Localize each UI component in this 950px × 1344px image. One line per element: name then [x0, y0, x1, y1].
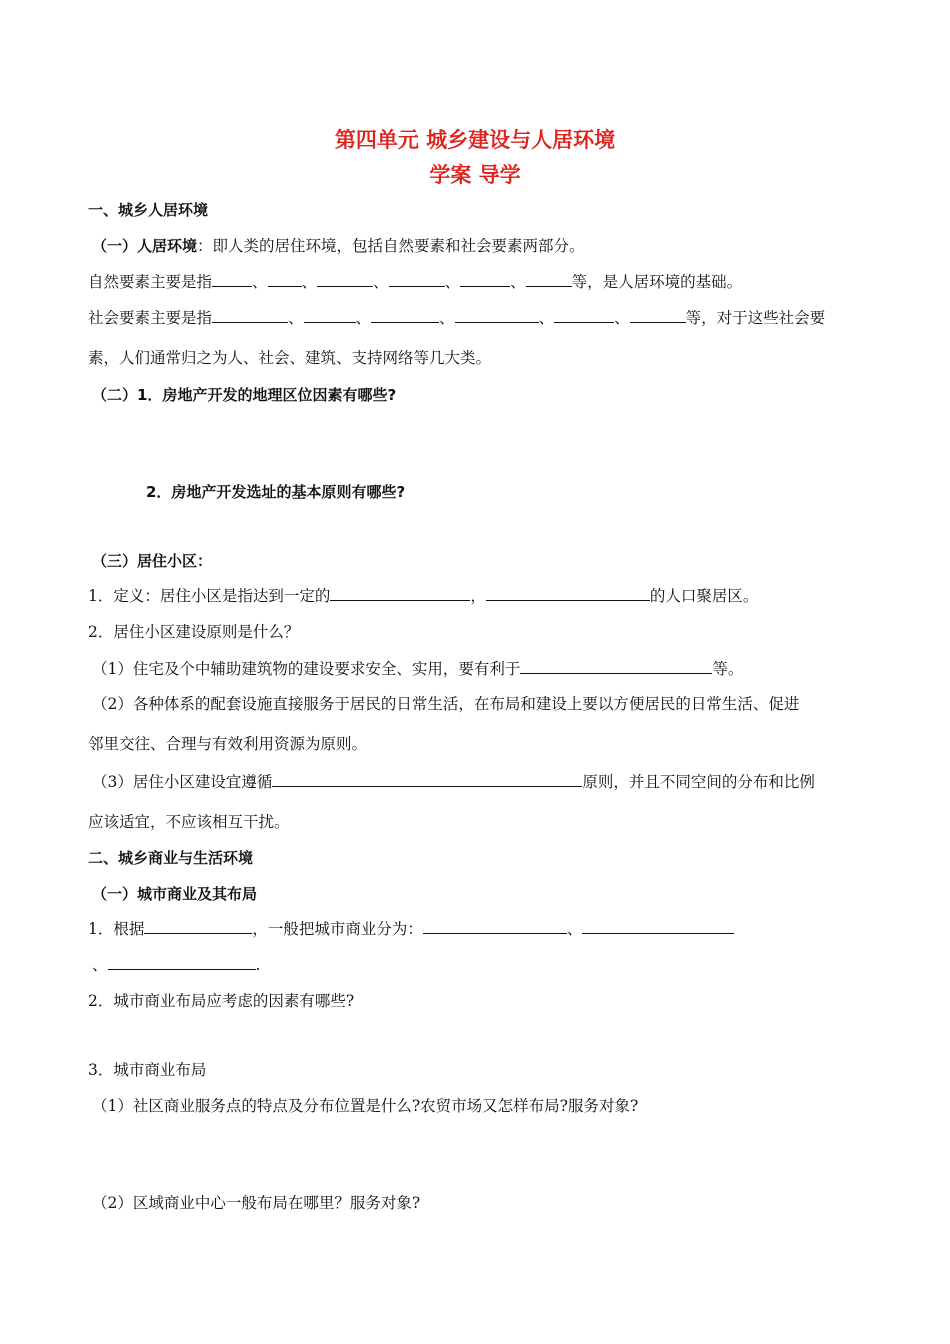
p1-suffix: 等。 — [712, 660, 744, 678]
principle-2-line1: （2）各种体系的配套设施直接服务于居民的日常生活，在布局和建设上要以方便居民的日常生活、促进 — [92, 695, 800, 713]
def-suffix: 的人口聚居区。 — [649, 587, 759, 605]
sep: 、 — [566, 920, 583, 938]
blank-def-1[interactable] — [330, 586, 470, 601]
sep: 、 — [510, 273, 526, 291]
principle-3-line2: 应该适宜，不应该相互干扰。 — [88, 813, 290, 831]
principle-2-line2: 邻里交往、合理与有效利用资源为原则。 — [88, 735, 368, 753]
page-title: 第四单元 城乡建设与人居环境 — [334, 128, 616, 152]
social-elements-cont: 素，人们通常归之为人、社会、建筑、支持网络等几大类。 — [88, 349, 492, 367]
blank-natural-6[interactable] — [526, 272, 572, 287]
page-subtitle: 学案 导学 — [429, 163, 521, 187]
question-location-factors: （二）1．房地产开发的地理区位因素有哪些? — [92, 386, 397, 404]
commerce-factors-question: 2．城市商业布局应考虑的因素有哪些? — [88, 992, 355, 1010]
blank-p1[interactable] — [520, 659, 712, 674]
section1-heading: 一、城乡人居环境 — [88, 201, 209, 219]
p3-prefix: （3）居住小区建设宜遵循 — [92, 773, 273, 791]
natural-suffix: 等，是人居环境的基础。 — [571, 273, 743, 291]
definition-label: （一）人居环境 — [92, 237, 198, 255]
c1-end: . — [255, 956, 261, 974]
sep: 、 — [439, 309, 455, 327]
blank-natural-3[interactable] — [317, 272, 373, 287]
sep: 、 — [92, 956, 108, 974]
natural-elements-line — [88, 272, 742, 292]
residential-district-heading: （三）居住小区： — [92, 552, 213, 570]
principle-3-line — [92, 772, 815, 792]
sep: 、 — [373, 273, 389, 291]
blank-social-4[interactable] — [455, 308, 539, 323]
blank-natural-5[interactable] — [460, 272, 510, 287]
commerce-layout-heading: 3．城市商业布局 — [88, 1061, 207, 1079]
blank-c1-type-2[interactable] — [582, 919, 734, 934]
natural-prefix: 自然要素主要是指 — [88, 273, 213, 291]
blank-c1-type-3[interactable] — [108, 955, 256, 970]
commerce-classification-line2 — [92, 955, 260, 975]
c1-mid: ，一般把城市商业分为： — [252, 920, 423, 938]
sep: 、 — [444, 273, 461, 291]
blank-social-5[interactable] — [554, 308, 614, 323]
social-suffix: 等，对于这些社会要 — [685, 309, 826, 327]
sep: 、 — [301, 273, 318, 291]
question-site-principles: 2．房地产开发选址的基本原则有哪些? — [146, 483, 406, 501]
blank-natural-2[interactable] — [268, 272, 302, 287]
social-elements-line — [88, 308, 825, 328]
principles-question: 2．居住小区建设原则是什么？ — [88, 623, 300, 641]
blank-natural-1[interactable] — [212, 272, 252, 287]
blank-social-6[interactable] — [630, 308, 686, 323]
sep: 、 — [614, 309, 630, 327]
def-mid: ， — [470, 587, 486, 605]
blank-natural-4[interactable] — [389, 272, 445, 287]
community-commerce-question: （1）社区商业服务点的特点及分布位置是什么?农贸市场又怎样布局?服务对象? — [92, 1097, 639, 1115]
urban-commerce-heading: （一）城市商业及其布局 — [92, 885, 258, 903]
blank-c1-basis[interactable] — [144, 919, 252, 934]
commerce-classification-line — [88, 919, 734, 939]
sep: 、 — [288, 309, 304, 327]
regional-center-question: （2）区域商业中心一般布局在哪里？服务对象? — [92, 1194, 421, 1212]
c1-prefix: 1．根据 — [88, 920, 145, 938]
sep: 、 — [355, 309, 372, 327]
blank-social-2[interactable] — [304, 308, 356, 323]
section2-heading: 二、城乡商业与生活环境 — [88, 849, 254, 867]
def-prefix: 1．定义：居住小区是指达到一定的 — [88, 587, 331, 605]
sep: 、 — [538, 309, 555, 327]
blank-social-1[interactable] — [212, 308, 288, 323]
blank-p3[interactable] — [272, 772, 582, 787]
blank-social-3[interactable] — [371, 308, 439, 323]
definition-text: ：即人类的居住环境，包括自然要素和社会要素两部分。 — [197, 237, 585, 255]
blank-def-2[interactable] — [486, 586, 650, 601]
blank-c1-type-1[interactable] — [423, 919, 567, 934]
sep: 、 — [252, 273, 268, 291]
residential-definition-line — [88, 586, 758, 606]
human-settlement-definition — [92, 236, 585, 256]
p3-suffix: 原则，并且不同空间的分布和比例 — [582, 773, 815, 791]
principle-1-line — [92, 659, 743, 679]
p1-prefix: （1）住宅及个中辅助建筑物的建设要求安全、实用，要有利于 — [92, 660, 521, 678]
social-prefix: 社会要素主要是指 — [88, 309, 213, 327]
